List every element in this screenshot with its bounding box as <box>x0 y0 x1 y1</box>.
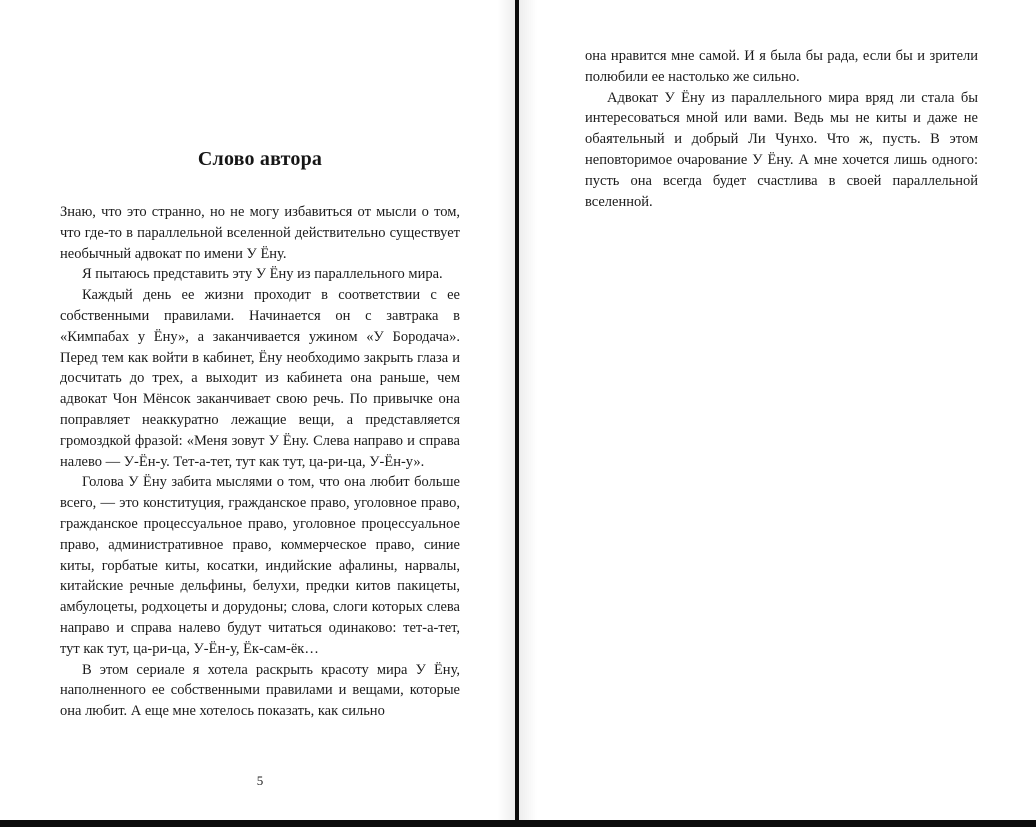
left-page <box>60 0 460 827</box>
paragraph: Адвокат У Ёну из параллельного мира вряд ли стала бы интересоваться мной или вами. Ведь мы не киты и даже не обаятельный и добрый Ли Чунхо. Что ж, пусть. В этом неповторимое очарование У Ёну. А мне хочется лишь одного: пусть она всегда будет счастлива в своей параллельной вселенной. <box>585 89 978 210</box>
spine-shadow-right <box>519 0 537 827</box>
right-page <box>585 46 978 212</box>
paragraph: Каждый день ее жизни проходит в соответствии с ее собственными правилами. Начинается он с завтрака в «Кимпабах у Ёну», а заканчивается ужином «У Бородача». Перед тем как войти в кабинет, Ёну необходимо закрыть глаза и досчитать до трех, а выходит из кабинета она раньше, чем адвокат Чон Мёнсок заканчивает свою речь. По привычке она поправляет неаккуратно лежащие вещи, а представляется громоздкой фразой: «Меня зовут У Ёну. Слева направо и справа налево — У-Ён-у. Тет-а-тет, тут как тут, ца-ри-ца, У-Ён-у». <box>60 287 460 470</box>
spine-shadow-left <box>497 0 515 827</box>
paragraph: Знаю, что это странно, но не могу избавиться от мысли о том, что где-то в параллельной вселенной действительно существует необычный адвокат по имени У Ёну. <box>60 204 460 262</box>
page-number: 5 <box>256 773 264 788</box>
left-page-text <box>60 202 460 722</box>
paragraph: Голова У Ёну забита мыслями о том, что она любит больше всего, — это конституция, гражданское право, уголовное право, гражданское процессуальное право, уголовное процессуальное право, административное право, коммерческое право, синие киты, горбатые киты, косатки, индийские афалины, нарвалы, китайские речные дельфины, белухи, предки китов пакицеты, амбулоцеты, родхоцеты и дорудоны; слова, слоги которых слева направо и справа налево будут читаться одинаково: тет-а-тет, тут как тут, ца-ри-ца, У-Ён-у, Ёк-сам-ёк… <box>60 474 460 657</box>
book-spine-divider <box>515 0 519 827</box>
paragraph: В этом сериале я хотела раскрыть красоту мира У Ёну, наполненного ее собственными правилами и вещами, которые она любит. А еще мне хотелось показать, как сильно <box>60 661 460 720</box>
book-bottom-edge <box>0 820 1036 827</box>
chapter-title: Слово автора <box>197 148 323 170</box>
paragraph: Я пытаюсь представить эту У Ёну из параллельного мира. <box>82 266 443 283</box>
paragraph: она нравится мне самой. И я была бы рада, если бы и зрители полюбили ее настолько же сильно. <box>585 48 978 85</box>
